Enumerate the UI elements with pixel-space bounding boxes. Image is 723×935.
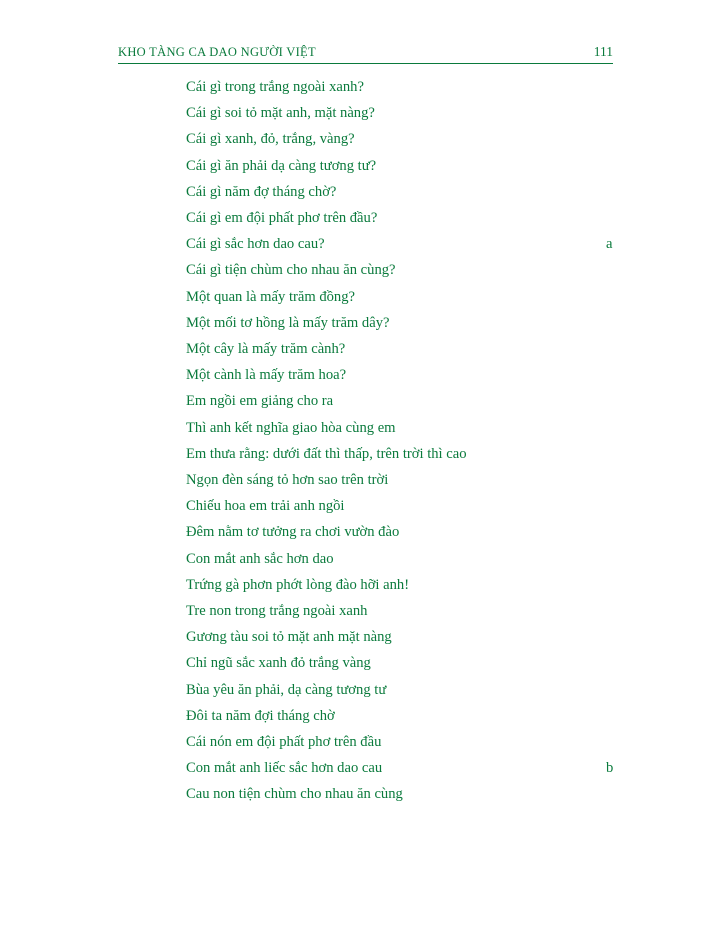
poem-line-text: Cái gì tiện chùm cho nhau ăn cùng? xyxy=(186,262,396,279)
poem-line xyxy=(186,519,626,545)
poem-line xyxy=(186,546,626,572)
poem-line xyxy=(186,598,626,624)
poem-line xyxy=(186,493,626,519)
poem-line xyxy=(186,415,626,441)
poem-line xyxy=(186,572,626,598)
page-header xyxy=(118,44,613,64)
poem-line xyxy=(186,467,626,493)
poem-line xyxy=(186,205,626,231)
poem-line xyxy=(186,441,626,467)
poem-line xyxy=(186,336,626,362)
poem-line xyxy=(186,257,626,283)
poem-line-text: Cái gì sắc hơn dao cau? xyxy=(186,236,325,253)
poem-line-text: Một quan là mấy trăm đồng? xyxy=(186,288,356,305)
poem-line-text: Cau non tiện chùm cho nhau ăn cùng xyxy=(186,786,403,803)
line-marker: b xyxy=(606,760,614,777)
poem-line-text: Cái gì trong trắng ngoài xanh? xyxy=(186,79,364,95)
poem-line xyxy=(186,100,626,126)
poem-line xyxy=(186,624,626,650)
poem-line-text: Cái gì soi tỏ mặt anh, mặt nàng? xyxy=(186,105,375,122)
poem-line xyxy=(186,310,626,336)
poem-line xyxy=(186,781,626,807)
page-number: 111 xyxy=(593,44,613,59)
poem-line xyxy=(186,729,626,755)
poem-line-text: Cái gì năm đợ tháng chờ? xyxy=(186,183,337,200)
poem-line-text: Đôi ta năm đợi tháng chờ xyxy=(186,707,335,724)
poem-body xyxy=(186,74,626,808)
poem-line-text: Ngọn đèn sáng tỏ hơn sao trên trời xyxy=(186,472,389,489)
poem-line-text: Cái nón em đội phất phơ trên đầu xyxy=(186,734,382,751)
poem-line xyxy=(186,755,626,781)
poem-line xyxy=(186,677,626,703)
poem-line xyxy=(186,179,626,205)
poem-line-text: Một mối tơ hồng là mấy trăm dây? xyxy=(186,314,390,331)
poem-line-text: Em thưa rằng: dưới đất thì thấp, trên trời thì cao xyxy=(186,445,467,462)
poem-line-text: Tre non trong trắng ngoài xanh xyxy=(186,603,368,620)
poem-line xyxy=(186,126,626,152)
poem-line-text: Cái gì ăn phải dạ càng tương tư? xyxy=(186,157,377,174)
book-title: KHO TÀNG CA DAO NGƯỜI VIỆT xyxy=(118,45,316,59)
poem-line-text: Chiếu hoa em trải anh ngồi xyxy=(186,498,345,515)
poem-line xyxy=(186,284,626,310)
poem-line-text: Con mắt anh liếc sắc hơn dao cau xyxy=(186,760,383,777)
poem-line-text: Bùa yêu ăn phải, dạ càng tương tư xyxy=(186,681,387,698)
line-marker: a xyxy=(606,236,613,253)
poem-line-text: Thì anh kết nghĩa giao hòa cùng em xyxy=(186,419,396,436)
poem-line xyxy=(186,703,626,729)
poem-line-text: Cái gì xanh, đỏ, trắng, vàng? xyxy=(186,131,355,148)
poem-line xyxy=(186,388,626,414)
poem-line-text: Gương tàu soi tỏ mặt anh mặt nàng xyxy=(186,629,392,646)
poem-line-text: Chỉ ngũ sắc xanh đỏ trắng vàng xyxy=(186,655,371,672)
poem-line xyxy=(186,153,626,179)
poem-line-text: Cái gì em đội phất phơ trên đầu? xyxy=(186,210,378,227)
poem-line-text: Đêm nằm tơ tưởng ra chơi vườn đào xyxy=(186,524,400,541)
poem-line-text: Em ngồi em giảng cho ra xyxy=(186,393,334,410)
poem-line-text: Trứng gà phơn phớt lòng đào hỡi anh! xyxy=(186,576,410,593)
poem-line-text: Một cành là mấy trăm hoa? xyxy=(186,367,347,384)
poem-line xyxy=(186,362,626,388)
poem-line xyxy=(186,650,626,676)
poem-line xyxy=(186,74,626,100)
poem-line-text: Con mắt anh sắc hơn dao xyxy=(186,550,334,567)
poem-line-text: Một cây là mấy trăm cành? xyxy=(186,341,346,358)
poem-line xyxy=(186,231,626,257)
